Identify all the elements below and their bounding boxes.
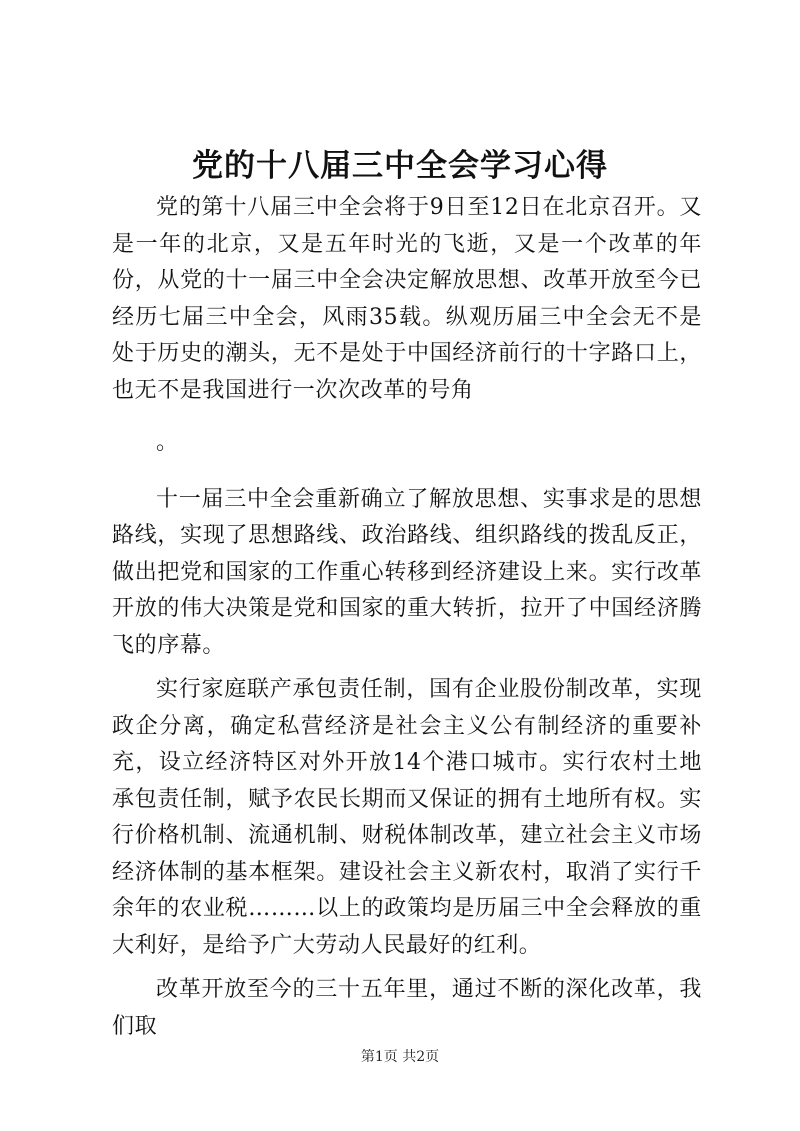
paragraph-1: 党的第十八届三中全会将于9日至12日在北京召开。又是一年的北京，又是五年时光的飞逝，又是一个改革的年份，从党的十一届三中全会决定解放思想、改革开放至今已经历七届三中全会，风雨35载。纵观历届三中全会无不是处于历史的潮头，无不是处于中国经济前行的十字路口上，也无不是我国进行一次次改革的号角 (112, 195, 702, 403)
paragraph-5: 改革开放至今的三十五年里，通过不断的深化改革，我们取 (112, 977, 702, 1039)
page-number-footer: 第1页 共2页 (360, 1049, 440, 1065)
document-body (112, 190, 702, 1053)
paragraph-4: 实行家庭联产承包责任制，国有企业股份制改革，实现政企分离，确定私营经济是社会主义公有制经济的重要补充，设立经济特区对外开放14个港口城市。实行农村土地承包责任制，赋予农民长期而又保证的拥有土地所有权。实行价格机制、流通机制、财税体制改革，建立社会主义市场经济体制的基本框架。建设社会主义新农村，取消了实行千余年的农业税………以上的政策均是历届三中全会释放的重大利好，是给予广大劳动人民最好的红利。 (112, 677, 702, 958)
paragraph-3: 十一届三中全会重新确立了解放思想、实事求是的思想路线，实现了思想路线、政治路线、组织路线的拨乱反正，做出把党和国家的工作重心转移到经济建设上来。实行改革开放的伟大决策是党和国家的重大转折，拉开了中国经济腾飞的序幕。 (112, 486, 702, 658)
document-title: 党的十八届三中全会学习心得 (192, 148, 608, 184)
paragraph-2: 。 (156, 430, 179, 455)
